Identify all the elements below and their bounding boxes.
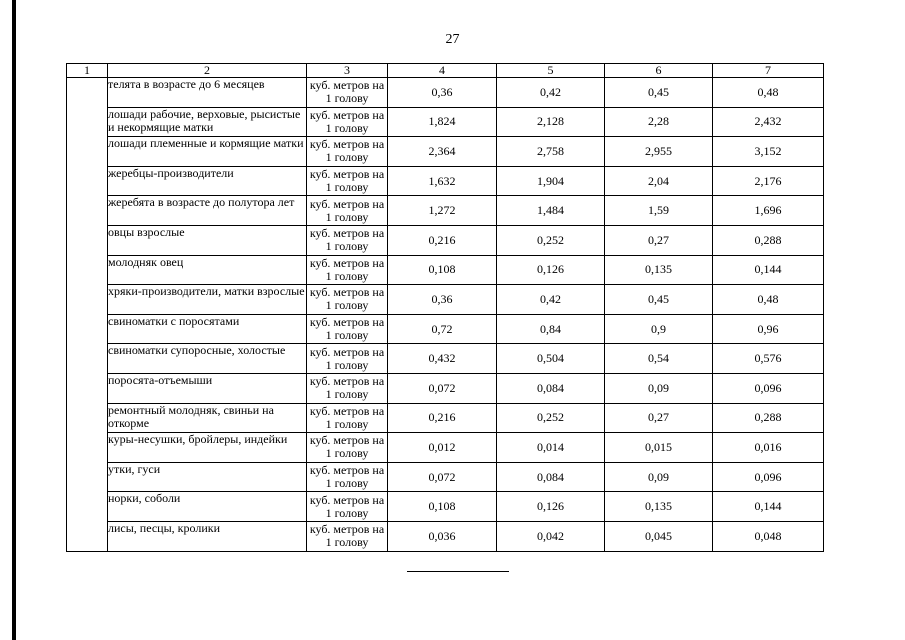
unit-cell: куб. метров на 1 голову xyxy=(307,107,388,137)
animal-name-cell: утки, гуси xyxy=(108,462,307,492)
table-row xyxy=(67,285,824,315)
unit-cell: куб. метров на 1 голову xyxy=(307,433,388,463)
animal-name-cell: жеребята в возрасте до полутора лет xyxy=(108,196,307,226)
table-row xyxy=(67,492,824,522)
value-cell: 0,42 xyxy=(497,285,605,315)
value-cell: 1,484 xyxy=(497,196,605,226)
value-cell: 0,096 xyxy=(713,373,824,403)
animal-name-cell: свиноматки с поросятами xyxy=(108,314,307,344)
empty-index-cell xyxy=(67,78,108,552)
value-cell: 0,072 xyxy=(388,462,497,492)
value-cell: 0,288 xyxy=(713,225,824,255)
unit-cell: куб. метров на 1 голову xyxy=(307,196,388,226)
animal-name-cell: лисы, песцы, кролики xyxy=(108,521,307,551)
value-cell: 3,152 xyxy=(713,137,824,167)
unit-cell: куб. метров на 1 голову xyxy=(307,521,388,551)
value-cell: 0,048 xyxy=(713,521,824,551)
value-cell: 0,576 xyxy=(713,344,824,374)
value-cell: 0,48 xyxy=(713,285,824,315)
column-header: 6 xyxy=(605,64,713,78)
value-cell: 0,012 xyxy=(388,433,497,463)
value-cell: 1,59 xyxy=(605,196,713,226)
table-row xyxy=(67,255,824,285)
value-cell: 0,084 xyxy=(497,462,605,492)
value-cell: 0,216 xyxy=(388,225,497,255)
value-cell: 0,084 xyxy=(497,373,605,403)
value-cell: 0,09 xyxy=(605,373,713,403)
value-cell: 0,015 xyxy=(605,433,713,463)
value-cell: 0,288 xyxy=(713,403,824,433)
value-cell: 0,072 xyxy=(388,373,497,403)
unit-cell: куб. метров на 1 голову xyxy=(307,255,388,285)
column-header: 5 xyxy=(497,64,605,78)
table-row xyxy=(67,107,824,137)
value-cell: 0,72 xyxy=(388,314,497,344)
value-cell: 0,108 xyxy=(388,492,497,522)
value-cell: 0,096 xyxy=(713,462,824,492)
unit-cell: куб. метров на 1 голову xyxy=(307,225,388,255)
value-cell: 2,758 xyxy=(497,137,605,167)
value-cell: 0,42 xyxy=(497,78,605,108)
value-cell: 1,632 xyxy=(388,166,497,196)
animal-name-cell: жеребцы-производители xyxy=(108,166,307,196)
value-cell: 2,955 xyxy=(605,137,713,167)
value-cell: 2,364 xyxy=(388,137,497,167)
value-cell: 0,45 xyxy=(605,78,713,108)
value-cell: 0,54 xyxy=(605,344,713,374)
value-cell: 0,36 xyxy=(388,78,497,108)
table-row xyxy=(67,403,824,433)
value-cell: 0,014 xyxy=(497,433,605,463)
value-cell: 0,48 xyxy=(713,78,824,108)
unit-cell: куб. метров на 1 голову xyxy=(307,314,388,344)
value-cell: 0,036 xyxy=(388,521,497,551)
value-cell: 0,9 xyxy=(605,314,713,344)
value-cell: 0,126 xyxy=(497,492,605,522)
animal-name-cell: телята в возрасте до 6 месяцев xyxy=(108,78,307,108)
value-cell: 0,108 xyxy=(388,255,497,285)
value-cell: 0,042 xyxy=(497,521,605,551)
value-cell: 0,135 xyxy=(605,492,713,522)
animal-name-cell: молодняк овец xyxy=(108,255,307,285)
column-header: 1 xyxy=(67,64,108,78)
animal-name-cell: норки, соболи xyxy=(108,492,307,522)
unit-cell: куб. метров на 1 голову xyxy=(307,344,388,374)
value-cell: 0,252 xyxy=(497,403,605,433)
value-cell: 0,126 xyxy=(497,255,605,285)
unit-cell: куб. метров на 1 голову xyxy=(307,285,388,315)
table-row xyxy=(67,137,824,167)
value-cell: 0,27 xyxy=(605,225,713,255)
table-row xyxy=(67,433,824,463)
table-row xyxy=(67,196,824,226)
value-cell: 0,144 xyxy=(713,492,824,522)
value-cell: 2,28 xyxy=(605,107,713,137)
value-cell: 0,45 xyxy=(605,285,713,315)
animal-name-cell: куры-несушки, бройлеры, индейки xyxy=(108,433,307,463)
column-header: 4 xyxy=(388,64,497,78)
value-cell: 0,016 xyxy=(713,433,824,463)
table-row xyxy=(67,225,824,255)
value-cell: 2,128 xyxy=(497,107,605,137)
value-cell: 2,432 xyxy=(713,107,824,137)
value-cell: 0,135 xyxy=(605,255,713,285)
value-cell: 0,84 xyxy=(497,314,605,344)
animal-name-cell: ремонтный молодняк, свиньи на откорме xyxy=(108,403,307,433)
animal-name-cell: овцы взрослые xyxy=(108,225,307,255)
unit-cell: куб. метров на 1 голову xyxy=(307,166,388,196)
unit-cell: куб. метров на 1 голову xyxy=(307,78,388,108)
column-header: 7 xyxy=(713,64,824,78)
value-cell: 1,272 xyxy=(388,196,497,226)
value-cell: 0,36 xyxy=(388,285,497,315)
column-header: 3 xyxy=(307,64,388,78)
animal-name-cell: лошади рабочие, верховые, рысистые и некормящие матки xyxy=(108,107,307,137)
unit-cell: куб. метров на 1 голову xyxy=(307,492,388,522)
table-row xyxy=(67,314,824,344)
value-cell: 0,432 xyxy=(388,344,497,374)
unit-cell: куб. метров на 1 голову xyxy=(307,462,388,492)
table-row xyxy=(67,78,824,108)
footer-rule xyxy=(407,571,509,572)
page-edge-bar xyxy=(12,0,16,640)
header-row xyxy=(67,64,824,78)
animal-name-cell: хряки-производители, матки взрослые xyxy=(108,285,307,315)
value-cell: 2,04 xyxy=(605,166,713,196)
table-row xyxy=(67,344,824,374)
value-cell: 1,824 xyxy=(388,107,497,137)
animal-name-cell: лошади племенные и кормящие матки xyxy=(108,137,307,167)
table-row xyxy=(67,521,824,551)
unit-cell: куб. метров на 1 голову xyxy=(307,137,388,167)
value-cell: 1,696 xyxy=(713,196,824,226)
value-cell: 0,96 xyxy=(713,314,824,344)
value-cell: 0,045 xyxy=(605,521,713,551)
table-row xyxy=(67,166,824,196)
table-row xyxy=(67,373,824,403)
column-header: 2 xyxy=(108,64,307,78)
value-cell: 1,904 xyxy=(497,166,605,196)
animal-name-cell: поросята-отъемыши xyxy=(108,373,307,403)
livestock-norms-table xyxy=(66,63,824,552)
unit-cell: куб. метров на 1 голову xyxy=(307,403,388,433)
value-cell: 0,09 xyxy=(605,462,713,492)
table-row xyxy=(67,462,824,492)
value-cell: 0,27 xyxy=(605,403,713,433)
unit-cell: куб. метров на 1 голову xyxy=(307,373,388,403)
page-number: 27 xyxy=(445,32,460,47)
value-cell: 0,252 xyxy=(497,225,605,255)
animal-name-cell: свиноматки супоросные, холостые xyxy=(108,344,307,374)
value-cell: 2,176 xyxy=(713,166,824,196)
value-cell: 0,504 xyxy=(497,344,605,374)
value-cell: 0,144 xyxy=(713,255,824,285)
value-cell: 0,216 xyxy=(388,403,497,433)
